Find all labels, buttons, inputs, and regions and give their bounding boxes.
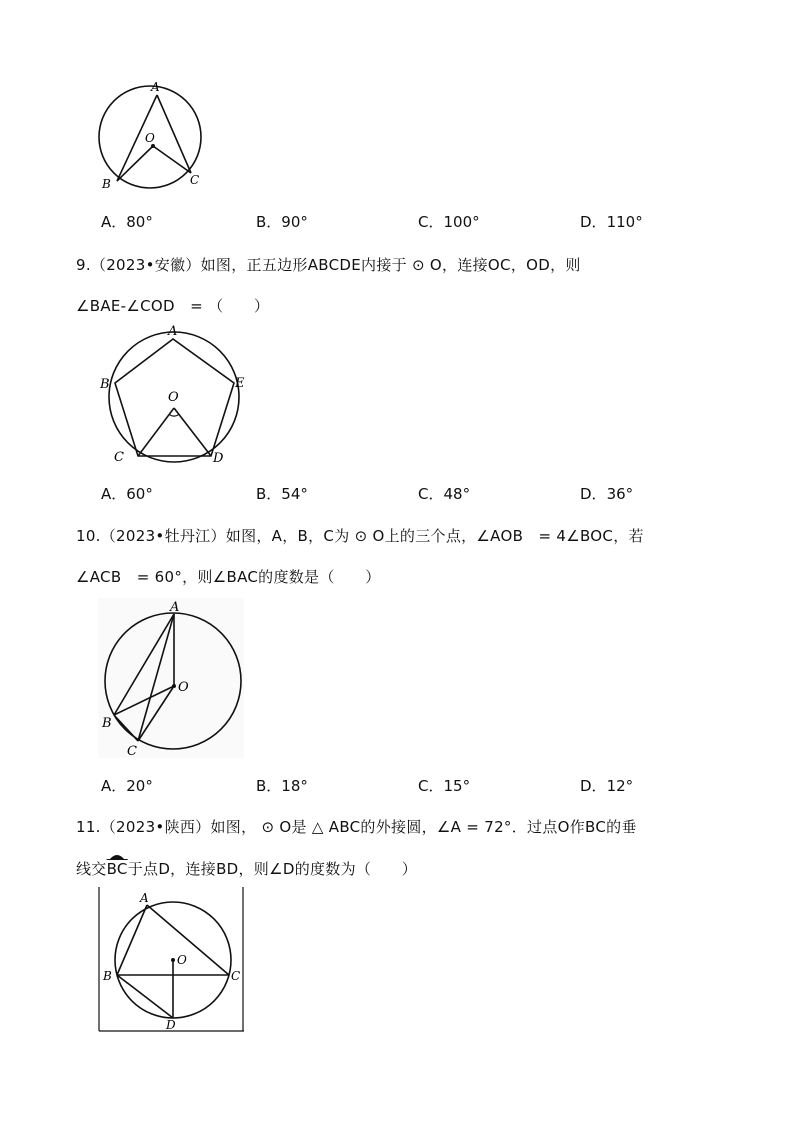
q9-label-e: E	[235, 376, 245, 391]
q8-label-o: O	[145, 131, 155, 145]
q9-stem-line2: ∠BAE-∠COD = （ ）	[76, 297, 270, 315]
arc-icon	[109, 853, 125, 860]
q11-label-d: D	[166, 1018, 176, 1032]
q11-stem-line2	[76, 858, 417, 879]
q9-option-d: D．36°	[580, 485, 634, 503]
q11-figure	[98, 885, 246, 1035]
q8-label-c: C	[190, 173, 200, 187]
q9-option-a: A．60°	[101, 485, 153, 503]
q10-option-d: D．12°	[580, 777, 634, 795]
q8-option-b: B．90°	[256, 213, 308, 231]
q11-stem-line1: 11.（2023•陕西）如图， ⊙ O是 △ ABC的外接圆，∠A = 72°．过点O作BC的垂	[76, 818, 637, 836]
q11-arc-bc: $\overline{BC}$	[107, 860, 128, 878]
q8-figure	[95, 80, 210, 195]
q9-label-d: D	[213, 451, 224, 466]
q11-label-c: C	[231, 969, 241, 983]
q9-option-b: B．54°	[256, 485, 308, 503]
q10-stem-line2: ∠ACB = 60°，则∠BAC的度数是（ ）	[76, 568, 381, 586]
q11-stem-line2-post: 于点D，连接BD，则∠D的度数为（ ）	[127, 860, 418, 878]
q11-label-a: A	[140, 891, 149, 905]
q10-label-b: B	[102, 716, 112, 731]
q9-figure	[95, 325, 255, 470]
q9-label-c: C	[114, 450, 124, 465]
q11-label-b: B	[103, 969, 112, 983]
q8-label-a: A	[151, 80, 160, 94]
q8-label-b: B	[102, 177, 111, 191]
q9-label-a: A	[168, 325, 178, 339]
q9-stem-line1: 9.（2023•安徽）如图，正五边形ABCDE内接于 ⊙ O，连接OC，OD，则	[76, 256, 581, 274]
q10-label-o: O	[178, 680, 189, 695]
q8-option-a: A．80°	[101, 213, 153, 231]
q10-label-c: C	[127, 744, 137, 759]
q10-figure	[98, 598, 246, 760]
q10-option-c: C．15°	[418, 777, 471, 795]
q10-option-a: A．20°	[101, 777, 153, 795]
q8-option-d: D．110°	[580, 213, 643, 231]
q9-label-b: B	[100, 377, 110, 392]
q9-option-c: C．48°	[418, 485, 471, 503]
q9-label-o: O	[168, 390, 179, 405]
q10-stem-line1: 10.（2023•牡丹江）如图，A，B，C为 ⊙ O上的三个点，∠AOB = 4∠BOC，若	[76, 527, 644, 545]
q11-label-o: O	[177, 953, 187, 967]
q10-option-b: B．18°	[256, 777, 308, 795]
q10-label-a: A	[170, 600, 180, 615]
q8-option-c: C．100°	[418, 213, 480, 231]
q11-stem-line2-pre: 线交	[76, 860, 107, 878]
